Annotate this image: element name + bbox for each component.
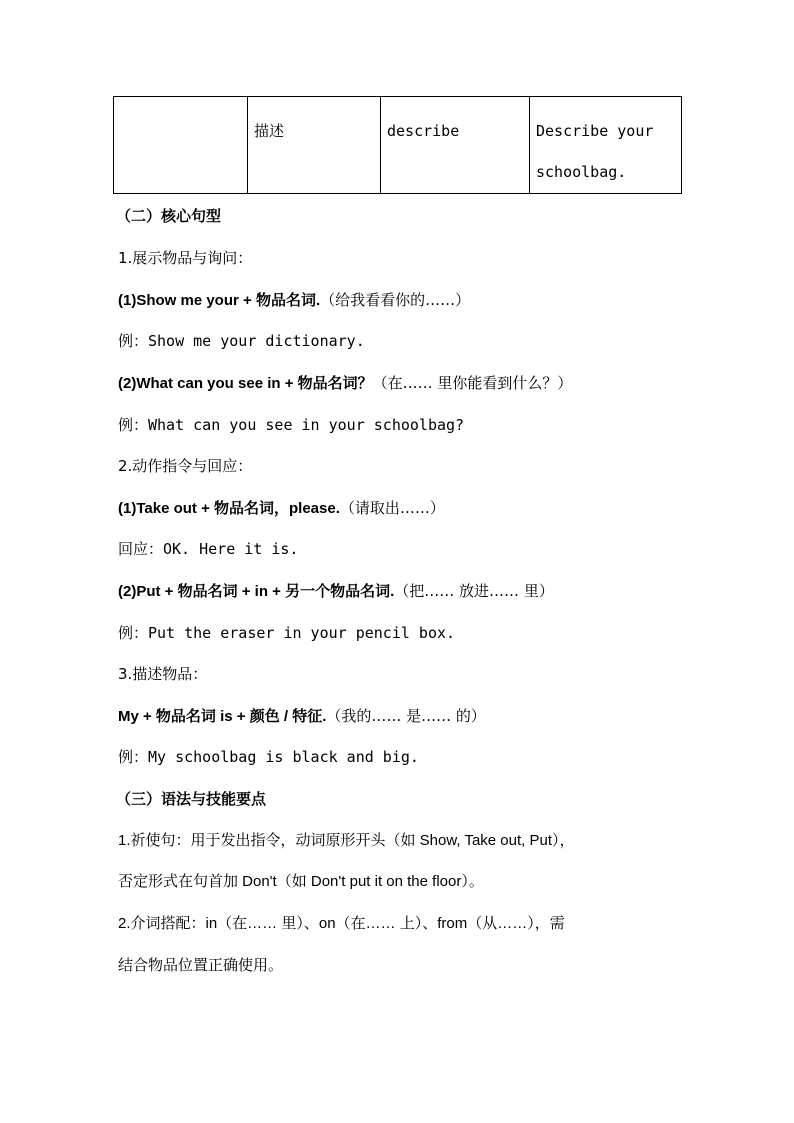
- grammar-point-imperative-line1: 1.祈使句：用于发出指令，动词原形开头（如 Show, Take out, Put），: [118, 832, 575, 849]
- pattern-note: （我的…… 是…… 的）: [326, 707, 486, 725]
- example-my-is: 例：My schoolbag is black and big.: [118, 748, 419, 766]
- table-cell-empty: [114, 97, 248, 194]
- item-title-describe: 3.描述物品：: [118, 665, 208, 683]
- example-show-me: 例：Show me your dictionary.: [118, 332, 365, 350]
- example-what-can-you-see: 例：What can you see in your schoolbag?: [118, 416, 465, 434]
- vocabulary-table: [113, 96, 682, 194]
- example-take-out: 回应：OK. Here it is.: [118, 540, 299, 558]
- grammar-point-imperative-line2: 否定形式在句首加 Don't（如 Don't put it on the floor）。: [118, 873, 484, 890]
- pattern-note: （请取出……）: [339, 499, 445, 517]
- grammar-point-prepositions-line2: 结合物品位置正确使用。: [118, 957, 284, 974]
- pattern-show-me: [118, 290, 470, 311]
- pattern-what-can-you-see: [118, 373, 572, 394]
- pattern-note: （给我看看你的……）: [320, 291, 471, 309]
- section-heading-grammar-skills: （三）语法与技能要点: [116, 790, 267, 808]
- section-heading-core-sentences: （二）核心句型: [116, 207, 222, 225]
- table-cell-example: Describe your schoolbag.: [530, 97, 682, 194]
- pattern-text: My + 物品名词 is + 颜色 / 特征.: [118, 708, 327, 725]
- pattern-take-out: [118, 498, 445, 519]
- pattern-note: （把…… 放进…… 里）: [394, 582, 554, 600]
- pattern-text: (2)Put + 物品名词 + in + 另一个物品名词.: [118, 583, 395, 600]
- pattern-my-is: [118, 706, 486, 727]
- item-title-show-ask: 1.展示物品与询问：: [118, 249, 253, 267]
- item-title-action-response: 2.动作指令与回应：: [118, 457, 253, 475]
- table-cell-chinese: 描述: [248, 97, 381, 194]
- pattern-note: （在…… 里你能看到什么？）: [372, 374, 573, 392]
- table-row: [114, 97, 682, 194]
- pattern-text: (1)Take out + 物品名词，please.: [118, 500, 340, 517]
- table-cell-english: describe: [381, 97, 530, 194]
- grammar-point-prepositions-line1: 2.介词搭配：in（在…… 里）、on（在…… 上）、from（从……），需: [118, 915, 565, 932]
- pattern-put-in: [118, 581, 554, 602]
- pattern-text: (2)What can you see in + 物品名词？: [118, 375, 373, 392]
- pattern-text: (1)Show me your + 物品名词.: [118, 292, 321, 309]
- example-put-in: 例：Put the eraser in your pencil box.: [118, 624, 456, 642]
